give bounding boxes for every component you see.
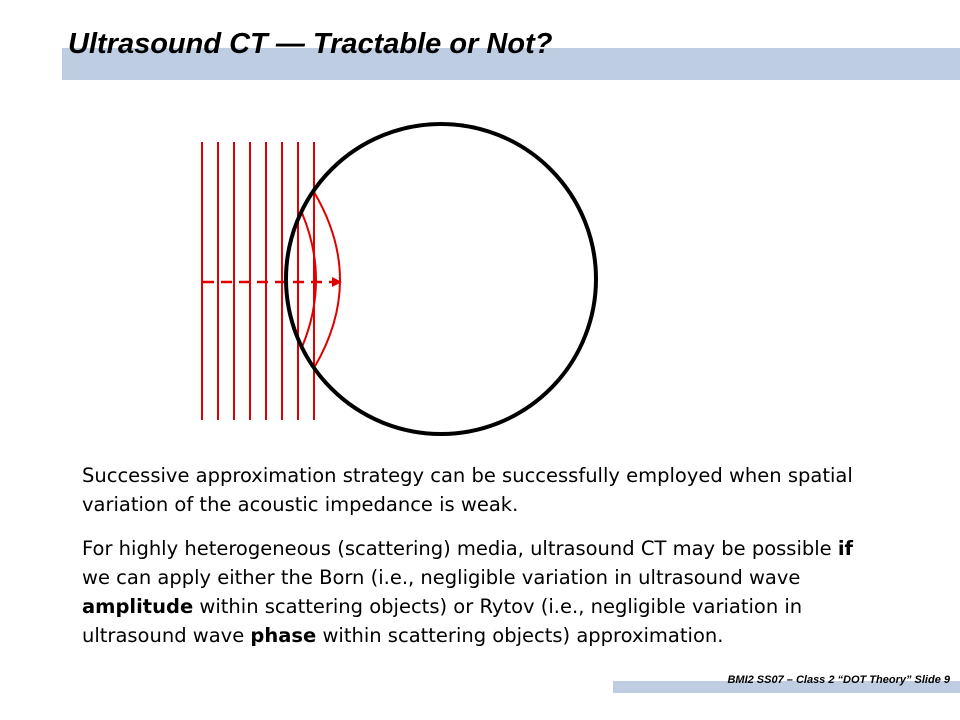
scattered-wavefronts <box>302 192 340 368</box>
emphasis-phase: phase <box>250 624 317 647</box>
paragraph-text: within scattering objects) approximation. <box>316 624 724 647</box>
paragraph-text: within scattering objects) or Rytov (i.e., negligible variation in ultrasound wave <box>82 595 803 647</box>
paragraph-weak-variation: Successive approximation strategy can be successfully employed when spatial variation of the acoustic impedance is weak. <box>82 464 853 516</box>
emphasis-amplitude: amplitude <box>82 595 194 618</box>
emphasis-if: if <box>837 537 854 560</box>
outer-curved-wavefront <box>314 192 340 368</box>
paragraph-text: For highly heterogeneous (scattering) media, ultrasound CT may be possible <box>82 537 838 560</box>
paragraph-heterogeneous-media <box>82 534 862 650</box>
slide-title: Ultrasound CT — Tractable or Not? <box>68 28 553 60</box>
scattering-object-circle <box>286 124 596 434</box>
paragraph-text: we can apply either the Born (i.e., negligible variation in ultrasound wave <box>82 566 801 589</box>
slide-footer: BMI2 SS07 – Class 2 “DOT Theory” Slide 9 <box>727 674 950 686</box>
